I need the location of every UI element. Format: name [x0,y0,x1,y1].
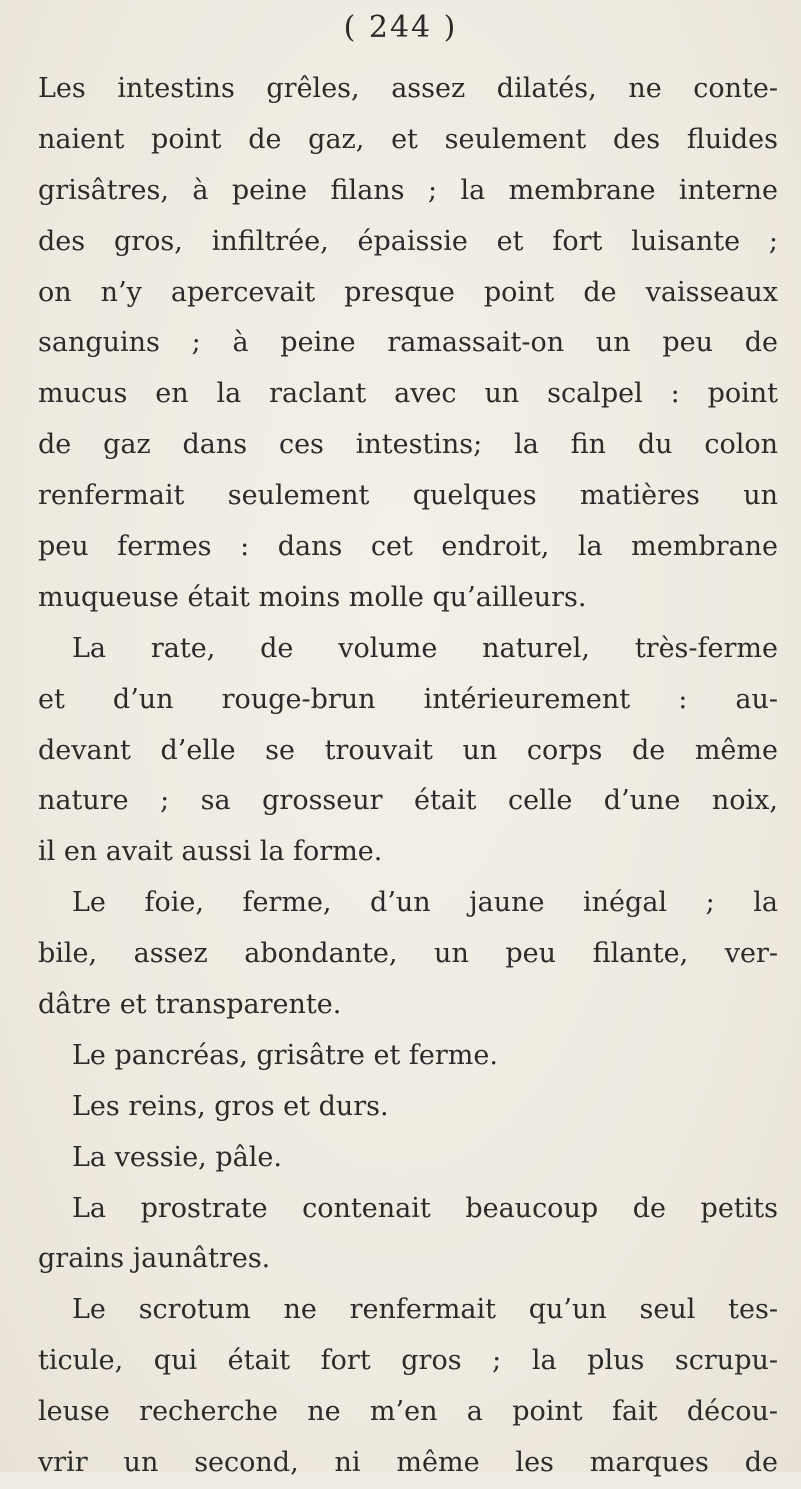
text-line: La prostrate contenait beaucoup de petits [72,1192,778,1224]
text-line: La rate, de volume naturel, très-ferme [72,632,778,664]
text-line: peu fermes : dans cet endroit, la membrane [38,531,778,563]
text-line: bile, assez abondante, un peu filante, ver- [38,938,778,970]
text-line: naient point de gaz, et seulement des fluides [38,123,778,155]
text-line: ticule, qui était fort gros ; la plus scrupu- [38,1345,778,1377]
text-line: sanguins ; à peine ramassait-on un peu de [38,327,778,359]
text-line: de gaz dans ces intestins; la fin du colon [38,429,778,461]
text-line: des gros, infiltrée, épaissie et fort luisante ; [38,225,778,257]
text-line: mucus en la raclant avec un scalpel : point [38,378,778,410]
page-number: ( 244 ) [343,10,458,45]
text-line: Les intestins grêles, assez dilatés, ne conte- [38,73,778,104]
text-line: on n’y apercevait presque point de vaisseaux [38,276,778,308]
text-line: et d’un rouge-brun intérieurement : au- [38,683,778,715]
text-line: nature ; sa grosseur était celle d’une noix, [38,785,778,817]
text-line: devant d’elle se trouvait un corps de même [38,734,778,766]
text-line: La vessie, pâle. [72,1141,282,1173]
text-line: Le foie, ferme, d’un jaune inégal ; la [72,887,778,919]
text-line: Le pancréas, grisâtre et ferme. [72,1039,498,1071]
text-line: il en avait aussi la forme. [38,836,383,868]
text-line: Les reins, gros et durs. [72,1090,389,1122]
text-line: vrir un second, ni même les marques de [38,1447,778,1479]
text-line: muqueuse était moins molle qu’ailleurs. [38,581,587,613]
text-line: grains jaunâtres. [38,1243,271,1275]
text-line: dâtre et transparente. [38,989,342,1021]
text-line: renfermait seulement quelques matières un [38,480,778,512]
text-line: grisâtres, à peine filans ; la membrane interne [38,174,778,206]
body-text [38,64,778,1489]
text-line: Le scrotum ne renfermait qu’un seul tes- [72,1294,778,1326]
text-line: leuse recherche ne m’en a point fait décou- [38,1396,778,1428]
